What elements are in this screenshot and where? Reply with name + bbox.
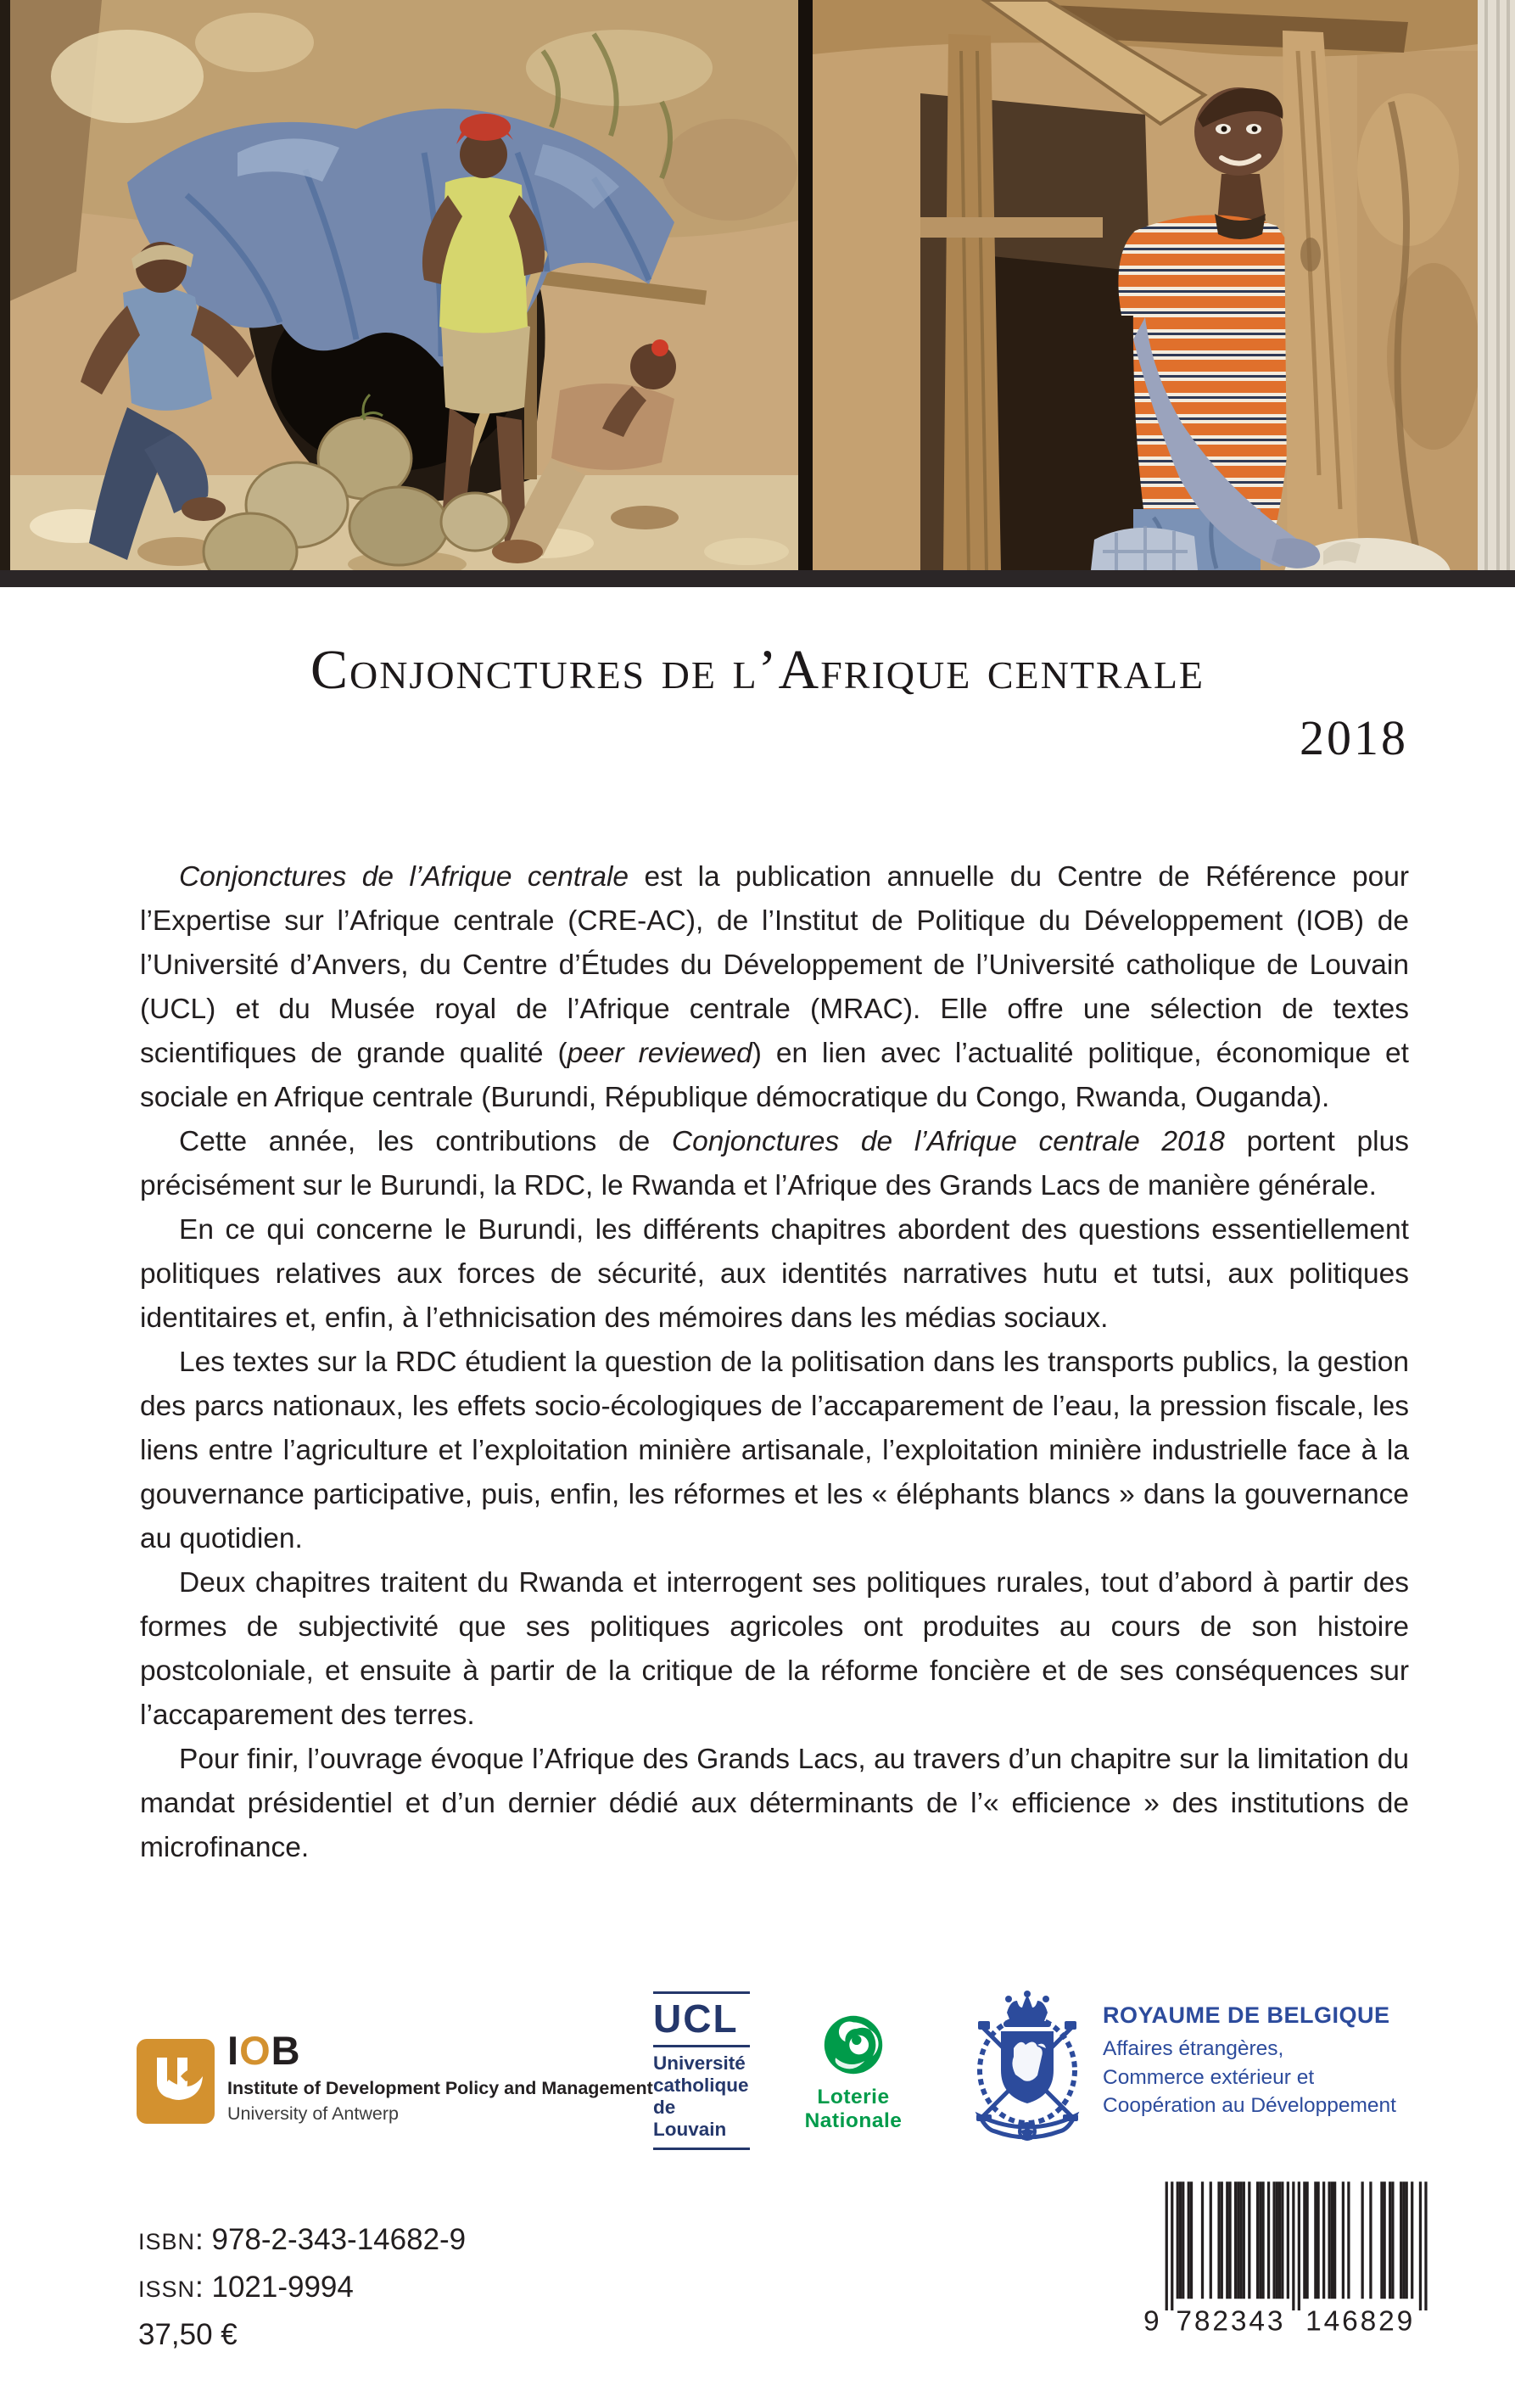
- photo-right-boy-scene: [813, 0, 1515, 570]
- ucl-line-3: de Louvain: [653, 2097, 727, 2140]
- ucl-line-2: catholique: [653, 2075, 749, 2096]
- loterie-ball-icon: [821, 2013, 886, 2077]
- paragraph: Cette année, les contributions de Conjonctures de l’Afrique centrale 2018 portent plus précisément sur le Burundi, la RDC, le Rwanda et l’Afrique des Grands Lacs de manière générale.: [140, 1126, 1409, 1201]
- iob-acronym: IOB: [227, 2028, 301, 2073]
- book-title: Conjonctures de l’Afrique centrale: [310, 639, 1205, 701]
- ucl-logo: [653, 1991, 750, 2150]
- ean13-barcode: [1143, 2170, 1432, 2340]
- isbn-line: [138, 2223, 466, 2271]
- imprint-block: [138, 2223, 466, 2366]
- paragraph: Pour finir, l’ouvrage évoque l’Afrique des Grands Lacs, au travers d’un chapitre sur la limitation du mandat présidentiel et d’un dernier dédié aux déterminants de l’« efficience » des institutions de microfinance.: [140, 1744, 1409, 1863]
- photo-left-mine-scene: [0, 0, 798, 570]
- paragraph: Conjonctures de l’Afrique centrale est la publication annuelle du Centre de Référence pour l’Expertise sur l’Afrique centrale (CRE-AC), de l’Institut de Politique du Développement (IOB) de l’Université d’Anvers, du Centre d’Études du Développement de l’Université catholique de Louvain (UCL) et du Musée royal de l’Afrique centrale (MRAC). Elle offre une sélection de textes scientifiques de grande qualité (peer reviewed) en lien avec l’actualité politique, économique et sociale en Afrique centrale (Burundi, République démocratique du Congo, Rwanda, Ouganda).: [140, 861, 1410, 1113]
- isbn-value: : 978-2-343-14682-9: [195, 2223, 467, 2256]
- edition-year: 2018: [1300, 710, 1408, 765]
- belgium-kingdom-line: ROYAUME DE BELGIQUE: [1103, 2002, 1390, 2028]
- iob-university-antwerp-icon: [137, 2039, 215, 2124]
- loterie-label: Loterie Nationale: [804, 2086, 903, 2132]
- iob-university-line: University of Antwerp: [227, 2103, 399, 2124]
- body-text: [140, 855, 1409, 1870]
- ucl-rule-bottom: [653, 2148, 750, 2150]
- loterie-nationale-logo: [787, 2013, 920, 2133]
- ucl-name-lines: [653, 2047, 750, 2148]
- belgium-coat-of-arms-icon: [966, 1989, 1088, 2143]
- photo-divider: [798, 0, 813, 570]
- isbn-label: ISBN: [138, 2229, 196, 2254]
- price-line: [138, 2318, 466, 2366]
- svg-text:146829: 146829: [1305, 2305, 1413, 2338]
- belgium-ministry-lines: [1103, 2035, 1396, 2120]
- belgium-line-2: Affaires étrangères,: [1103, 2037, 1284, 2060]
- belgium-line-3: Commerce extérieur et: [1103, 2065, 1315, 2089]
- belgium-line-4: Coopération au Développement: [1103, 2094, 1396, 2117]
- svg-text:782343: 782343: [1176, 2305, 1283, 2338]
- svg-text:9: 9: [1143, 2305, 1160, 2338]
- price: 37,50 €: [138, 2318, 238, 2351]
- cover-photo-illustration: [0, 0, 1515, 570]
- photo-bottom-bar: [0, 570, 1515, 587]
- iob-institute-line: Institute of Development Policy and Management: [227, 2078, 653, 2098]
- paragraph: Deux chapitres traitent du Rwanda et interrogent ses politiques rurales, tout d’abord à partir des formes de subjectivité que ses politiques agricoles ont produites au cours de son histoire postcoloniale, et ensuite à partir de la critique de la réforme foncière et de ses conséquences sur l’accaparement des terres.: [140, 1567, 1409, 1731]
- iob-logo-text: [227, 2030, 653, 2125]
- issn-line: [138, 2271, 466, 2318]
- belgium-logo-text: [1103, 2002, 1396, 2120]
- curtain-strip: [1478, 0, 1515, 570]
- ucl-acronym: UCL: [653, 1996, 739, 2041]
- issn-value: : 1021-9994: [195, 2271, 354, 2304]
- cover-photo: [0, 0, 1515, 570]
- paragraph: En ce qui concerne le Burundi, les différents chapitres abordent des questions essentiellement politiques relatives aux forces de sécurité, aux identités narratives hutu et tutsi, aux politiques identitaires et, enfin, à l’ethnicisation des mémoires dans les médias sociaux.: [140, 1214, 1409, 1334]
- paragraph: Les textes sur la RDC étudient la question de la politisation dans les transports publics, la gestion des parcs nationaux, les effets socio-écologiques de l’accaparement de l’eau, la pression fiscale, les liens entre l’agriculture et l’exploitation minière artisanale, l’exploitation minière industrielle face à la gouvernance participative, puis, enfin, les réformes et les « éléphants blancs » dans la gouvernance au quotidien.: [140, 1347, 1409, 1554]
- ucl-line-1: Université: [653, 2052, 746, 2074]
- issn-label: ISSN: [138, 2276, 196, 2302]
